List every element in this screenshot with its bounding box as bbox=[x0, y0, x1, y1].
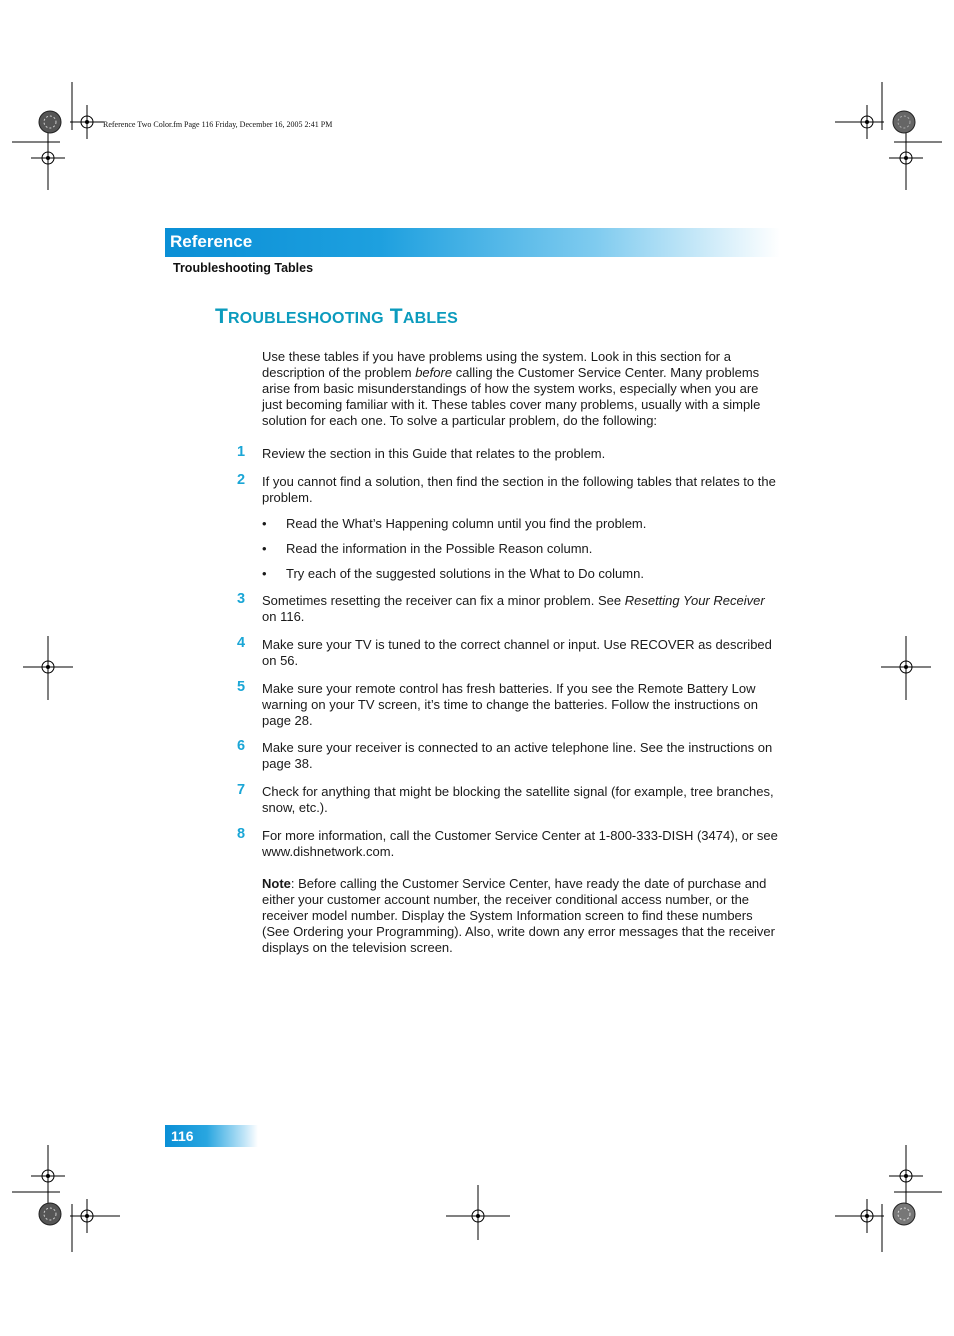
title-rest-2: ABLES bbox=[402, 310, 459, 327]
bullet-item: Read the What’s Happening column until you find the problem. bbox=[286, 516, 647, 531]
step-number: 4 bbox=[237, 635, 246, 651]
bullet-marker: • bbox=[262, 541, 267, 556]
step-number: 7 bbox=[237, 782, 246, 798]
note-paragraph: Note: Before calling the Customer Service Center, have ready the date of purchase and either your customer account number, the receiver conditional access number, or the receiver model number. Display the System Information screen to find these numbers (See Ordering your Programming). Also, write down any error messages that the receiver displays on the television screen. bbox=[262, 876, 775, 955]
step-text: Sometimes resetting the receiver can fix a minor problem. See Resetting Your Receiver on 116. bbox=[262, 593, 765, 624]
file-meta: Reference Two Color.fm Page 116 Friday, December 16, 2005 2:41 PM bbox=[103, 120, 333, 129]
intro-line: solution for each one. To solve a particular problem, do the following: bbox=[262, 413, 658, 428]
page-title bbox=[215, 305, 458, 329]
section-header bbox=[165, 228, 780, 257]
bullet-item: Read the information in the Possible Reason column. bbox=[286, 541, 593, 556]
intro-line: Use these tables if you have problems using the system. Look in this section for a bbox=[262, 349, 731, 364]
step-number: 6 bbox=[237, 738, 246, 754]
page-number: 116 bbox=[171, 1128, 194, 1144]
intro-line: arise from basic misunderstandings of how the system works, especially when you are bbox=[262, 381, 759, 396]
title-rest-1: ROUBLESHOOTING bbox=[228, 310, 384, 327]
page-number-bar bbox=[165, 1125, 258, 1147]
intro-line: just becoming familiar with it. These tables cover many problems, usually with a simple bbox=[262, 397, 761, 412]
bullet-marker: • bbox=[262, 566, 267, 581]
step-text: Make sure your TV is tuned to the correct channel or input. Use RECOVER as described on 56. bbox=[262, 637, 772, 668]
bullet-item: Try each of the suggested solutions in the What to Do column. bbox=[286, 566, 644, 581]
step-number: 8 bbox=[237, 826, 246, 842]
title-cap-2: T bbox=[389, 305, 403, 328]
step-text: Review the section in this Guide that relates to the problem. bbox=[262, 446, 606, 461]
section-title: Reference bbox=[170, 232, 253, 251]
step-number: 3 bbox=[237, 591, 246, 607]
step-text: Check for anything that might be blocking the satellite signal (for example, tree branches, snow, etc.). bbox=[262, 784, 774, 815]
step-number: 1 bbox=[237, 444, 246, 460]
note-label: Note bbox=[262, 876, 291, 891]
intro-line: description of the problem before calling the Customer Service Center. Many problems bbox=[262, 365, 760, 380]
running-subhead: Troubleshooting Tables bbox=[173, 261, 314, 275]
step-text: For more information, call the Customer Service Center at 1-800-333-DISH (3474), or see www.dishnetwork.com. bbox=[262, 828, 778, 859]
step-text: Make sure your receiver is connected to an active telephone line. See the instructions on page 38. bbox=[262, 740, 773, 771]
step-number: 2 bbox=[237, 472, 246, 488]
title-cap-1: T bbox=[215, 305, 229, 328]
intro-paragraph bbox=[262, 349, 787, 429]
bullet-marker: • bbox=[262, 516, 267, 531]
step-text: Make sure your remote control has fresh batteries. If you see the Remote Battery Low warning on your TV screen, it’s time to change the batteries. Follow the instructions on page 28. bbox=[262, 681, 758, 728]
step-number: 5 bbox=[237, 679, 246, 695]
step-text: If you cannot find a solution, then find the section in the following tables that relates to the problem. bbox=[262, 474, 776, 505]
